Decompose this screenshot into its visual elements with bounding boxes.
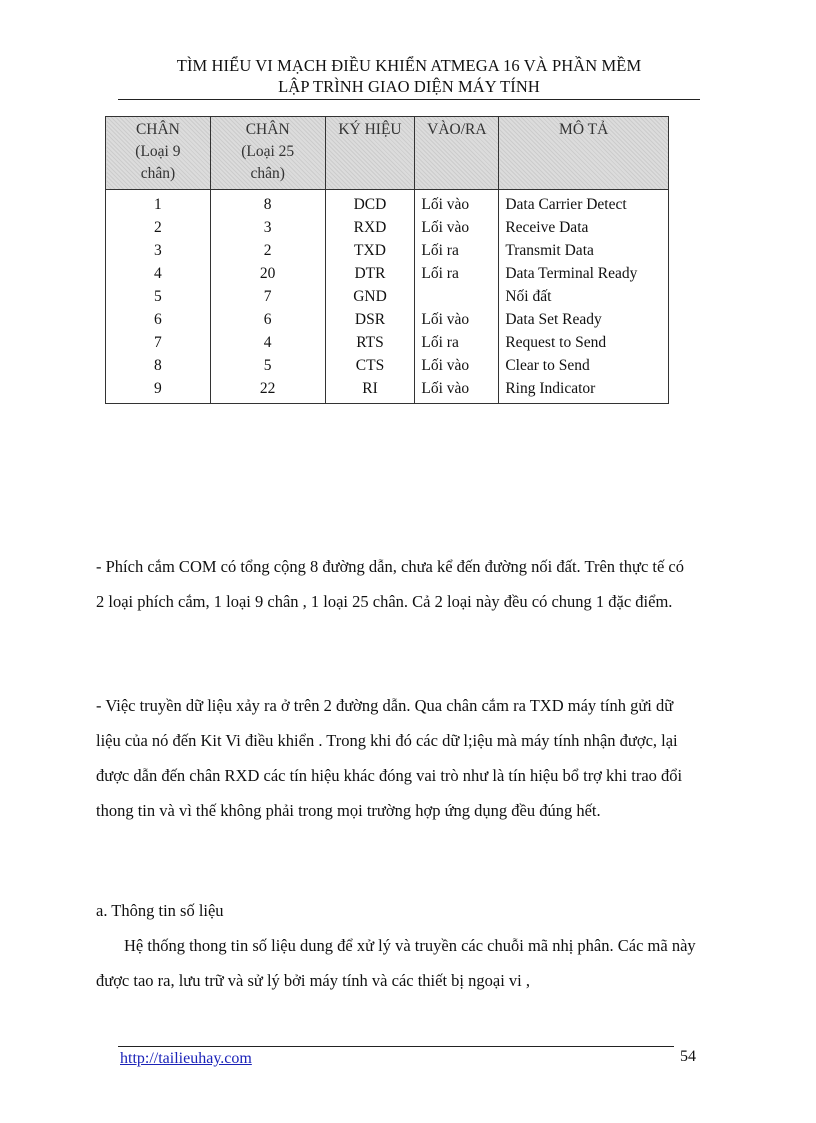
header-desc: MÔ TẢ: [499, 117, 669, 190]
cell-desc: Clear to Send: [499, 354, 669, 377]
cell-symbol: DSR: [325, 308, 415, 331]
cell-symbol: CTS: [325, 354, 415, 377]
header-rule: [118, 99, 700, 100]
cell-symbol: GND: [325, 285, 415, 308]
cell-pin25: 5: [210, 354, 325, 377]
cell-pin25: 2: [210, 239, 325, 262]
cell-io: [415, 285, 499, 308]
cell-pin9: 4: [106, 262, 211, 285]
cell-io: Lối vào: [415, 377, 499, 404]
paragraph-com-plug: - Phích cắm COM có tổng cộng 8 đường dẫn, chưa kể đến đường nối đất. Trên thực tế có 2 loại phích cắm, 1 loại 9 chân , 1 loại 25 chân. Cả 2 loại này đều có chung 1 đặc điểm.: [96, 557, 684, 611]
cell-pin25: 6: [210, 308, 325, 331]
cell-symbol: RI: [325, 377, 415, 404]
cell-desc: Receive Data: [499, 216, 669, 239]
header-io: VÀO/RA: [415, 117, 499, 190]
table-row: [106, 377, 669, 404]
cell-pin25: 20: [210, 262, 325, 285]
footer-rule: [118, 1046, 674, 1047]
cell-pin9: 6: [106, 308, 211, 331]
cell-pin25: 3: [210, 216, 325, 239]
cell-desc: Data Set Ready: [499, 308, 669, 331]
header-pin25: CHÂN (Loại 25 chân): [210, 117, 325, 190]
cell-pin25: 22: [210, 377, 325, 404]
cell-io: Lối vào: [415, 216, 499, 239]
cell-symbol: DTR: [325, 262, 415, 285]
paragraph-data-info: Hệ thống thong tin số liệu dung để xử lý và truyền các chuỗi mã nhị phân. Các mã này được tao ra, lưu trữ và sử lý bởi máy tính và các thiết bị ngoại vi ,: [96, 936, 696, 990]
cell-desc: Ring Indicator: [499, 377, 669, 404]
cell-symbol: DCD: [325, 190, 415, 217]
cell-io: Lối ra: [415, 331, 499, 354]
cell-pin9: 1: [106, 190, 211, 217]
cell-symbol: TXD: [325, 239, 415, 262]
cell-pin9: 5: [106, 285, 211, 308]
page-header: [118, 55, 700, 97]
cell-io: Lối vào: [415, 354, 499, 377]
cell-desc: Nối đất: [499, 285, 669, 308]
table-row: [106, 331, 669, 354]
table-header-row: [106, 117, 669, 190]
header-line-1: TÌM HIỂU VI MẠCH ĐIỀU KHIỂN ATMEGA 16 VÀ PHẦN MỀM: [176, 56, 642, 75]
cell-pin9: 3: [106, 239, 211, 262]
header-line-2: LẬP TRÌNH GIAO DIỆN MÁY TÍNH: [278, 77, 540, 96]
com-pin-table: [105, 116, 669, 404]
cell-io: Lối vào: [415, 308, 499, 331]
cell-symbol: RTS: [325, 331, 415, 354]
cell-desc: Data Carrier Detect: [499, 190, 669, 217]
cell-pin9: 8: [106, 354, 211, 377]
cell-io: Lối vào: [415, 190, 499, 217]
table-row: [106, 354, 669, 377]
table-row: [106, 308, 669, 331]
cell-pin9: 2: [106, 216, 211, 239]
cell-desc: Request to Send: [499, 331, 669, 354]
cell-symbol: RXD: [325, 216, 415, 239]
table-row: [106, 239, 669, 262]
cell-pin25: 7: [210, 285, 325, 308]
cell-pin25: 4: [210, 331, 325, 354]
header-symbol: KÝ HIỆU: [325, 117, 415, 190]
cell-pin9: 7: [106, 331, 211, 354]
table-row: [106, 262, 669, 285]
paragraph-data-transfer: - Việc truyền dữ liệu xảy ra ở trên 2 đường dẫn. Qua chân cắm ra TXD máy tính gửi dữ liệu của nó đến Kit Vi điều khiển . Trong khi đó các dữ l;iệu mà máy tính nhận được, lại được dẫn đến chân RXD các tín hiệu khác đóng vai trò như là tín hiệu bổ trợ khi trao đổi thong tin và vì thế không phải trong mọi trường hợp ứng dụng đều đúng hết.: [96, 696, 683, 820]
cell-desc: Data Terminal Ready: [499, 262, 669, 285]
footer-link[interactable]: http://tailieuhay.com: [120, 1050, 252, 1067]
table-row: [106, 190, 669, 217]
cell-pin9: 9: [106, 377, 211, 404]
table-row: [106, 285, 669, 308]
cell-desc: Transmit Data: [499, 239, 669, 262]
page-number: 54: [680, 1048, 696, 1065]
cell-io: Lối ra: [415, 239, 499, 262]
cell-io: Lối ra: [415, 262, 499, 285]
section-heading: a. Thông tin số liệu: [96, 901, 224, 920]
header-pin9: CHÂN (Loại 9 chân): [106, 117, 211, 190]
table-row: [106, 216, 669, 239]
cell-pin25: 8: [210, 190, 325, 217]
